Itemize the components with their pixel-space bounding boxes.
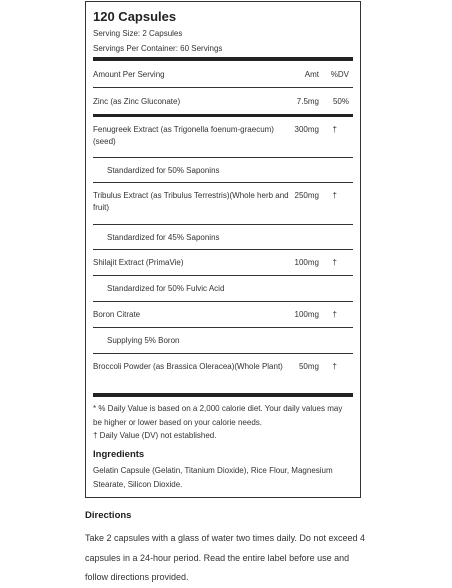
nutrient-row-shilajit <box>93 250 353 276</box>
nutrient-amount: 100mg <box>294 258 319 267</box>
header-amount-per-serving: Amount Per Serving <box>93 70 165 79</box>
servings-per-container: Servings Per Container: 60 Servings <box>93 44 223 53</box>
nutrient-name: Shilajit Extract (PrimaVie) <box>93 258 184 267</box>
nutrient-subrow <box>93 158 353 183</box>
nutrient-sub-name: Standardized for 50% Saponins <box>107 166 220 175</box>
nutrient-amount: 50mg <box>298 362 319 371</box>
nutrient-sub-name: Standardized for 50% Fulvic Acid <box>107 284 225 293</box>
nutrient-sub-name: Supplying 5% Boron <box>107 336 180 345</box>
dv-not-established-footnote: † Daily Value (DV) not established. <box>93 431 217 440</box>
nutrient-amount: 7.5mg <box>296 97 319 106</box>
nutrient-row-zinc <box>93 88 353 114</box>
directions-text: Take 2 capsules with a glass of water two times daily. Do not exceed 4 capsules in a 24-hour period. Read the entire label before use and follow directions provided. <box>85 533 365 582</box>
directions-title: Directions <box>85 510 132 521</box>
nutrient-subrow <box>93 276 353 302</box>
supplement-facts-panel <box>85 1 361 498</box>
nutrient-dv: † <box>332 258 337 267</box>
nutrient-dv: † <box>332 362 337 371</box>
nutrient-subrow <box>93 225 353 250</box>
ingredients-text: Gelatin Capsule (Gelatin, Titanium Dioxide), Rice Flour, Magnesium Stearate, Silicon Dioxide. <box>93 465 333 489</box>
header-dv: %DV <box>330 70 349 79</box>
panel-title: 120 Capsules <box>93 9 177 24</box>
nutrient-amount: 100mg <box>294 310 319 319</box>
nutrient-row-fenugreek <box>93 117 353 158</box>
nutrient-row-broccoli <box>93 354 353 393</box>
nutrient-row-boron <box>93 302 353 328</box>
nutrient-dv: 50% <box>332 97 349 106</box>
nutrient-amount: 300mg <box>294 125 319 134</box>
nutrient-dv: † <box>332 191 337 200</box>
nutrient-sub-name: Standardized for 45% Saponins <box>107 233 220 242</box>
serving-size: Serving Size: 2 Capsules <box>93 29 183 38</box>
nutrient-name: Zinc (as Zinc Gluconate) <box>93 97 181 106</box>
nutrient-subrow <box>93 328 353 354</box>
directions-section <box>85 510 365 588</box>
daily-value-footnote: * % Daily Value is based on a 2,000 calorie diet. Your daily values may be higher or lower based on your calorie needs. <box>93 404 343 427</box>
nutrient-dv: † <box>332 125 337 134</box>
thick-divider <box>93 393 353 397</box>
nutrient-amount: 250mg <box>294 191 319 200</box>
ingredients-title: Ingredients <box>93 448 145 460</box>
nutrient-row-tribulus <box>93 183 353 225</box>
nutrient-name: Tribulus Extract (as Tribulus Terrestris)(Whole herb and fruit) <box>93 191 289 212</box>
header-row <box>93 61 353 88</box>
nutrient-name: Broccoli Powder (as Brassica Oleracea)(Whole Plant) <box>93 362 283 371</box>
nutrient-name: Fenugreek Extract (as Trigonella foenum-graecum) (seed) <box>93 125 274 146</box>
nutrient-name: Boron Citrate <box>93 310 141 319</box>
header-amt: Amt <box>304 70 319 79</box>
nutrient-dv: † <box>332 310 337 319</box>
